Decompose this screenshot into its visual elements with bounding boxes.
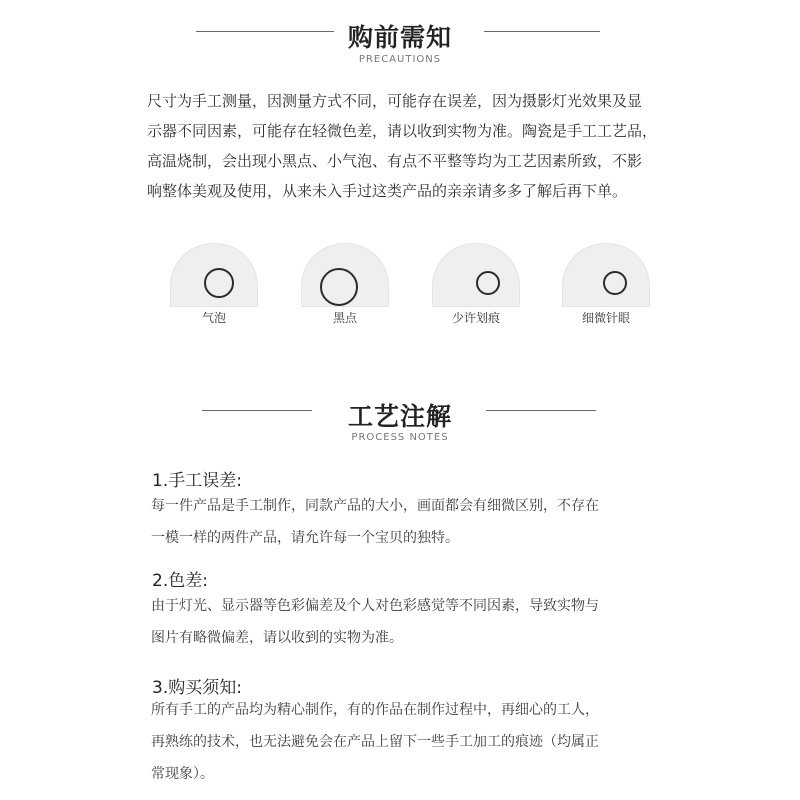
note-line: 图片有略微偏差，请以收到的实物为准。	[151, 630, 403, 646]
note-heading-handmade-error: 1.手工误差:	[152, 471, 242, 491]
precautions-subtitle: PRECAUTIONS	[358, 54, 442, 65]
note-body-handmade-error	[151, 490, 691, 554]
note-body-color-difference	[151, 590, 691, 654]
note-line: 每一件产品是手工制作，同款产品的大小，画面都会有细微区别，不存在	[151, 498, 599, 514]
note-line: 所有手工的产品均为精心制作，有的作品在制作过程中，再细心的工人，	[151, 702, 599, 718]
defect-label: 少许划痕	[451, 311, 500, 325]
defect-example-pinhole	[562, 243, 650, 331]
defect-example-scratch	[432, 243, 520, 331]
note-line: 常现象）。	[151, 766, 214, 782]
defect-example-black-dot	[301, 243, 389, 331]
scratch-highlight-circle	[476, 271, 500, 295]
defect-label: 气泡	[201, 311, 226, 325]
ceramic-sample-image	[562, 243, 650, 307]
defect-example-bubble	[170, 243, 258, 331]
ceramic-sample-image	[301, 243, 389, 307]
note-heading-color-difference: 2.色差:	[152, 571, 208, 591]
precautions-line: 高温烧制，会出现小黑点、小气泡、有点不平整等均为工艺因素所致，不影	[147, 152, 643, 170]
bubble-highlight-circle	[204, 268, 234, 298]
ceramic-sample-image	[432, 243, 520, 307]
process-notes-subtitle: PROCESS NOTES	[351, 432, 449, 443]
precautions-text	[147, 86, 677, 206]
note-line: 一模一样的两件产品，请允许每一个宝贝的独特。	[151, 530, 459, 546]
note-line: 再熟练的技术，也无法避免会在产品上留下一些手工加工的痕迹（均属正	[151, 734, 599, 750]
ceramic-sample-image	[170, 243, 258, 307]
precautions-line: 响整体美观及使用，从来未入手过这类产品的亲亲请多多了解后再下单。	[147, 182, 628, 200]
pinhole-highlight-circle	[603, 271, 627, 295]
process-notes-title: 工艺注解	[347, 402, 452, 431]
defect-label: 黑点	[332, 311, 357, 325]
defect-label: 细微针眼	[581, 311, 630, 325]
precautions-line: 尺寸为手工测量，因测量方式不同，可能存在误差，因为摄影灯光效果及显	[147, 92, 643, 110]
black-dot-highlight-circle	[320, 268, 358, 306]
note-heading-purchase-notice: 3.购买须知:	[152, 678, 242, 698]
precautions-title: 购前需知	[347, 23, 452, 52]
note-line: 由于灯光、显示器等色彩偏差及个人对色彩感觉等不同因素，导致实物与	[151, 598, 599, 614]
note-body-purchase-notice	[151, 694, 691, 790]
precautions-line: 示器不同因素，可能存在轻微色差，请以收到实物为准。陶瓷是手工工艺品，	[147, 122, 658, 140]
